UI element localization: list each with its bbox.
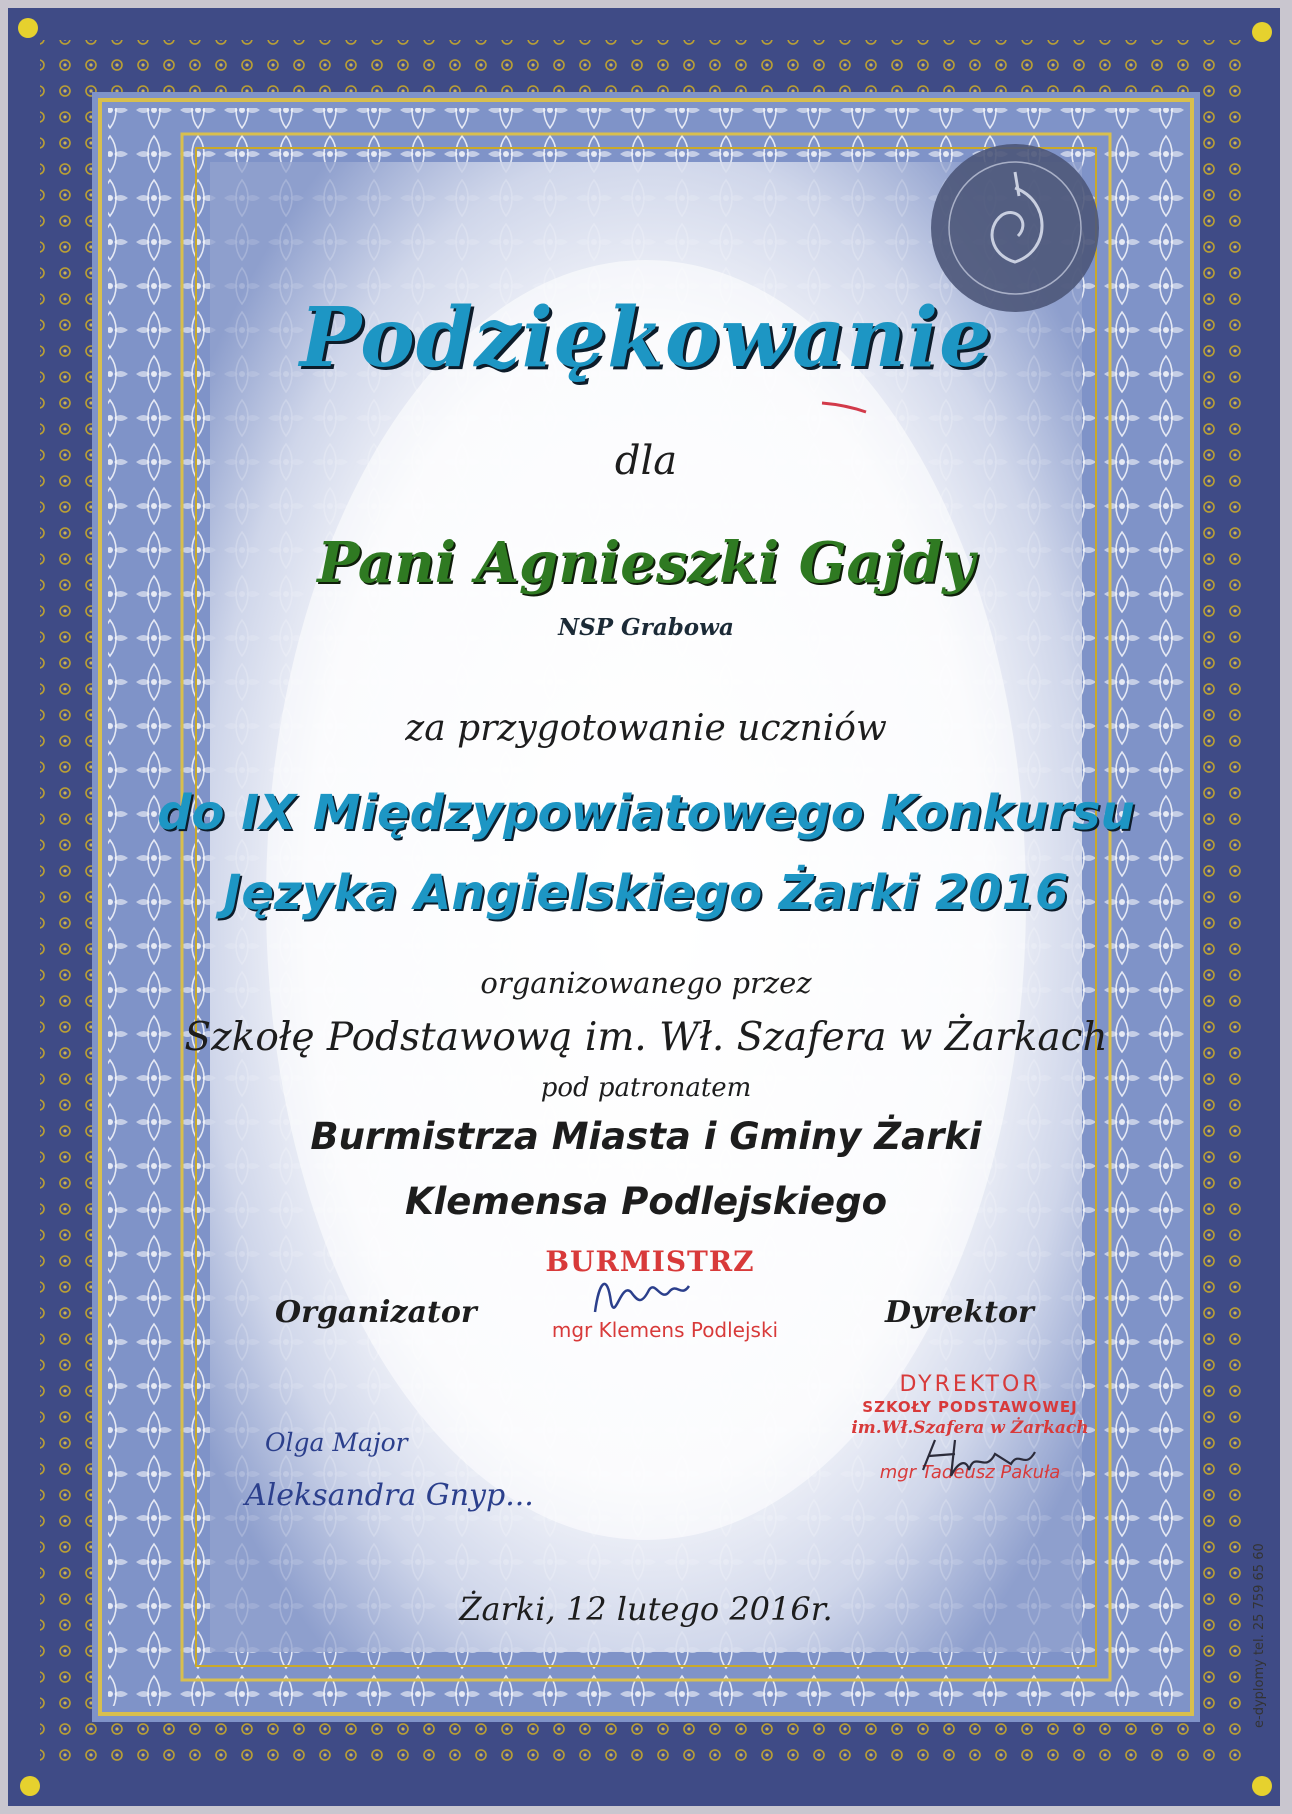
mayor-stamp-title: BURMISTRZ bbox=[545, 1245, 755, 1278]
organizer-signature-1: Olga Major bbox=[265, 1428, 408, 1457]
organized-by: organizowanego przez bbox=[480, 966, 812, 1000]
recipient-school: NSP Grabowa bbox=[558, 614, 734, 641]
for-word: dla bbox=[614, 438, 678, 484]
certificate-title: Podziękowanie bbox=[299, 290, 993, 386]
director-stamp-line-3: im.Wł.Szafera w Żarkach bbox=[851, 1418, 1089, 1438]
director-signature bbox=[915, 1430, 1045, 1490]
publisher-imprint: e-dyplomy tel. 25 759 65 60 bbox=[1252, 1543, 1267, 1728]
director-stamp-line-1: DYREKTOR bbox=[899, 1372, 1041, 1397]
contest-line-1: do IX Międzypowiatowego Konkursu bbox=[157, 785, 1135, 841]
patronage-text: pod patronatem bbox=[540, 1073, 752, 1103]
contest-line-2: Języka Angielskiego Żarki 2016 bbox=[223, 865, 1069, 921]
organizer-school: Szkołę Podstawową im. Wł. Szafera w Żarkach bbox=[184, 1015, 1108, 1060]
director-stamp-name: mgr Tadeusz Pakuła bbox=[879, 1462, 1061, 1483]
director-stamp-line-2: SZKOŁY PODSTAWOWEJ bbox=[862, 1398, 1078, 1416]
school-seal bbox=[931, 144, 1099, 312]
organizer-label: Organizator bbox=[275, 1295, 477, 1330]
mayor-line-2: Klemensa Podlejskiego bbox=[404, 1180, 888, 1223]
recipient-name: Pani Agnieszki Gajdy bbox=[317, 530, 975, 596]
organizer-signature-2: Aleksandra Gnyp... bbox=[245, 1478, 534, 1513]
director-label: Dyrektor bbox=[885, 1295, 1034, 1330]
mayor-stamp-name: mgr Klemens Podlejski bbox=[551, 1318, 779, 1342]
reason-text: za przygotowanie uczniów bbox=[405, 708, 887, 749]
mayor-signature bbox=[585, 1262, 715, 1332]
mayor-line-1: Burmistrza Miasta i Gminy Żarki bbox=[310, 1115, 982, 1158]
issue-date: Żarki, 12 lutego 2016r. bbox=[459, 1590, 833, 1628]
